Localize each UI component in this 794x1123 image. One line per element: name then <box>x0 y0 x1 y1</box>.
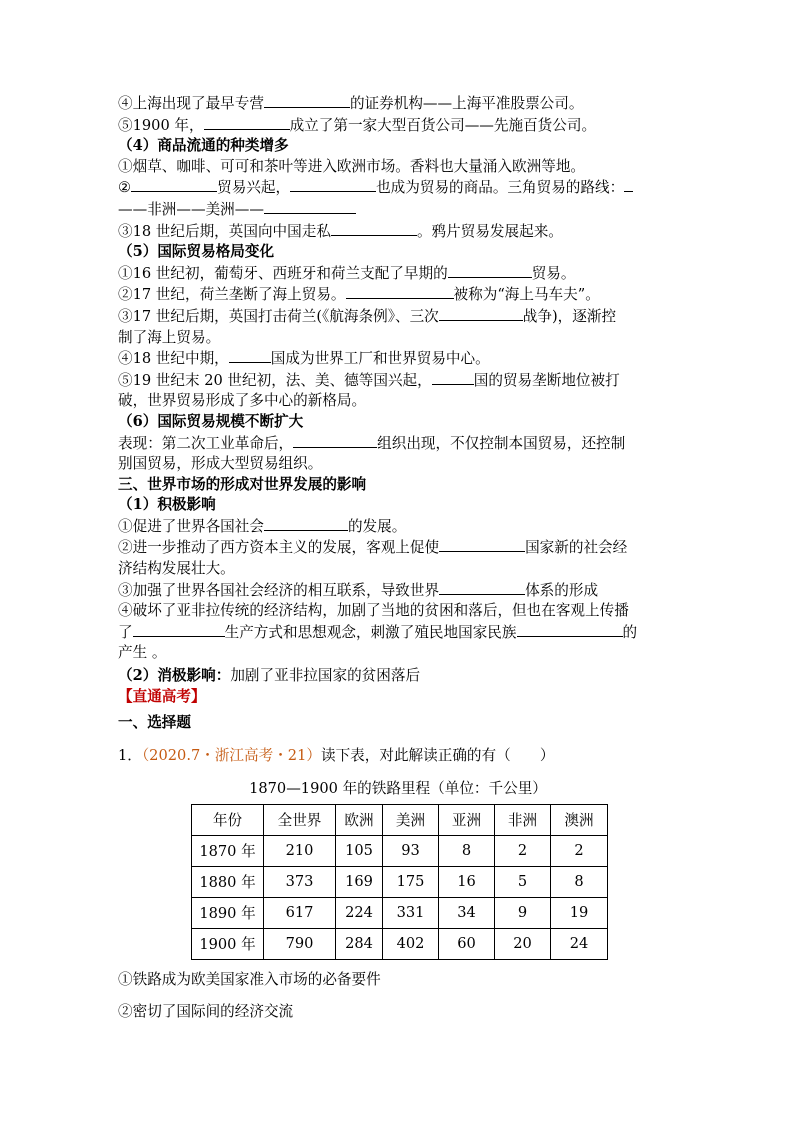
table-cell: 93 <box>383 835 439 866</box>
section-heading: （6）国际贸易规模不断扩大 <box>118 412 304 430</box>
line-text: ②进一步推动了西方资本主义的发展，客观上促使 <box>118 539 440 557</box>
line-text: 组织出现，不仅控制本国贸易，还控制 <box>377 434 626 452</box>
table-cell: 16 <box>439 866 495 897</box>
fill-blank <box>439 306 523 321</box>
text-line <box>118 263 678 285</box>
table-cell: 1880 年 <box>192 866 264 897</box>
answer-option: ①铁路成为欧美国家准入市场的必备要件 <box>118 970 381 988</box>
line-text: ⑤19 世纪末 20 世纪初，法、美、德等国兴起， <box>118 371 432 389</box>
line-text: 国家新的社会经 <box>525 539 628 557</box>
line-text: 成立了第一家大型百货公司——先施百货公司。 <box>289 116 597 134</box>
table-cell: 8 <box>439 835 495 866</box>
table-row <box>192 897 608 928</box>
document-page <box>118 93 678 1022</box>
fill-blank <box>331 221 417 236</box>
table-cell: 284 <box>336 928 383 959</box>
header-cell: 美洲 <box>383 804 439 835</box>
section-heading: （5）国际贸易格局变化 <box>118 243 275 261</box>
fill-blank <box>264 199 356 214</box>
line-text: 也成为贸易的商品。三角贸易的路线： <box>376 179 625 197</box>
table-cell: 2 <box>551 835 608 866</box>
table-cell: 9 <box>495 897 551 928</box>
fill-blank <box>131 177 217 192</box>
line-text: 被称为“海上马车夫”。 <box>453 286 600 304</box>
line-text: ③17 世纪后期，英国打击荷兰(《航海条例》、三次 <box>118 307 439 325</box>
line-text: 生产方式和思想观念，刺激了殖民地国家民族 <box>224 623 517 641</box>
line-text: ——非洲——美洲—— <box>118 200 264 218</box>
line-text: 加剧了亚非拉国家的贫困落后 <box>230 667 421 685</box>
table-cell: 8 <box>551 866 608 897</box>
header-cell: 年份 <box>192 804 264 835</box>
text-line <box>118 370 678 392</box>
line-text: 国成为世界工厂和世界贸易中心。 <box>270 350 490 368</box>
table-cell: 331 <box>383 897 439 928</box>
text-line <box>118 221 678 243</box>
section-heading: （2）消极影响： <box>118 667 231 685</box>
table-cell: 373 <box>264 866 336 897</box>
table-cell: 402 <box>383 928 439 959</box>
line-text: ④上海出现了最早专营 <box>118 95 264 112</box>
question-text: 读下表，对此解读正确的有（ ） <box>320 746 555 764</box>
text-line: 破，世界贸易形成了多中心的新格局。 <box>118 392 367 410</box>
fill-blank <box>229 348 271 363</box>
text-line <box>118 433 678 455</box>
line-text: 国的贸易垄断地位被打 <box>473 371 620 389</box>
section-heading: （4）商品流通的种类增多 <box>118 137 289 155</box>
exam-tag: 【直通高考】 <box>118 687 206 705</box>
text-line <box>118 177 678 199</box>
line-text: 的发展。 <box>347 517 407 535</box>
table-cell: 1900 年 <box>192 928 264 959</box>
question-number: 1． <box>118 746 142 764</box>
header-cell: 澳洲 <box>551 804 608 835</box>
table-cell: 60 <box>439 928 495 959</box>
text-line: 济结构发展壮大。 <box>118 560 235 578</box>
fill-blank <box>624 177 633 192</box>
line-text: 贸易兴起， <box>217 179 291 197</box>
line-text: ② <box>118 179 132 197</box>
text-line: ①烟草、咖啡、可可和茶叶等进入欧洲市场。香料也大量涌入欧洲等地。 <box>118 157 586 175</box>
text-line: ④破坏了亚非拉传统的经济结构，加剧了当地的贫困和落后，但也在客观上传播 <box>118 602 629 620</box>
fill-blank <box>346 284 454 299</box>
text-line <box>118 93 678 115</box>
table-cell: 175 <box>383 866 439 897</box>
header-cell: 亚洲 <box>439 804 495 835</box>
line-text: ③加强了世界各国社会经济的相互联系，导致世界 <box>118 581 440 599</box>
line-text: ⑤1900 年， <box>118 116 204 134</box>
table-cell: 210 <box>264 835 336 866</box>
fill-blank <box>432 370 474 385</box>
table-cell: 790 <box>264 928 336 959</box>
header-cell: 欧洲 <box>336 804 383 835</box>
fill-blank <box>204 115 290 130</box>
table-cell: 24 <box>551 928 608 959</box>
fill-blank <box>293 433 377 448</box>
negative-impact-line <box>118 666 678 687</box>
text-line <box>118 284 678 306</box>
line-text: 表现：第二次工业革命后， <box>118 434 294 452</box>
fill-blank <box>448 263 532 278</box>
table-cell: 5 <box>495 866 551 897</box>
fill-blank <box>439 537 525 552</box>
line-text: ①促进了世界各国社会 <box>118 517 264 535</box>
text-line <box>118 622 678 644</box>
answer-option: ②密切了国际间的经济交流 <box>118 1002 294 1020</box>
table-cell: 224 <box>336 897 383 928</box>
text-line <box>118 199 678 221</box>
table-cell: 105 <box>336 835 383 866</box>
section-heading: （1）积极影响 <box>118 496 216 514</box>
text-line <box>118 516 678 538</box>
table-caption: 1870—1900 年的铁路里程（单位：千公里） <box>249 779 547 797</box>
question-stem <box>118 746 678 766</box>
table-cell: 20 <box>495 928 551 959</box>
text-line: 别国贸易，形成大型贸易组织。 <box>118 455 323 473</box>
text-line <box>118 115 678 137</box>
table-cell: 1890 年 <box>192 897 264 928</box>
fill-blank <box>264 93 350 108</box>
line-text: 体系的形成 <box>525 581 599 599</box>
table-row <box>192 866 608 897</box>
table-cell: 2 <box>495 835 551 866</box>
fill-blank <box>439 580 525 595</box>
line-text: 的证券机构——上海平准股票公司。 <box>349 95 584 112</box>
text-line: 产生 。 <box>118 644 167 662</box>
text-line <box>118 348 678 370</box>
line-text: ②17 世纪，荷兰垄断了海上贸易。 <box>118 286 346 304</box>
fill-blank <box>517 622 623 637</box>
fill-blank <box>133 622 225 637</box>
table-cell: 617 <box>264 897 336 928</box>
line-text: 战争)，逐渐控 <box>522 307 617 325</box>
line-text: ④18 世纪中期， <box>118 350 229 368</box>
line-text: ③18 世纪后期，英国向中国走私 <box>118 222 331 240</box>
line-text: 了 <box>118 623 133 641</box>
table-cell: 19 <box>551 897 608 928</box>
question-source: （2020.7・浙江高考・21） <box>141 746 321 764</box>
railway-table <box>191 804 608 960</box>
table-row <box>192 835 608 866</box>
text-line <box>118 537 678 559</box>
line-text: 。鸦片贸易发展起来。 <box>416 222 563 240</box>
fill-blank <box>290 177 376 192</box>
line-text: ①16 世纪初，葡萄牙、西班牙和荷兰支配了早期的 <box>118 264 448 282</box>
table-row <box>192 928 608 959</box>
text-line: 制了海上贸易。 <box>118 328 221 346</box>
line-text: 贸易。 <box>531 264 576 282</box>
table-cell: 169 <box>336 866 383 897</box>
line-text: 的 <box>622 623 638 641</box>
section-heading: 三、世界市场的形成对世界发展的影响 <box>118 475 367 493</box>
table-cell: 1870 年 <box>192 835 264 866</box>
text-line <box>118 306 678 328</box>
section-heading: 一、选择题 <box>118 714 191 732</box>
header-cell: 非洲 <box>495 804 551 835</box>
text-line <box>118 580 678 602</box>
table-cell: 34 <box>439 897 495 928</box>
table-header-row <box>192 804 608 835</box>
fill-blank <box>264 516 348 531</box>
header-cell: 全世界 <box>264 804 336 835</box>
